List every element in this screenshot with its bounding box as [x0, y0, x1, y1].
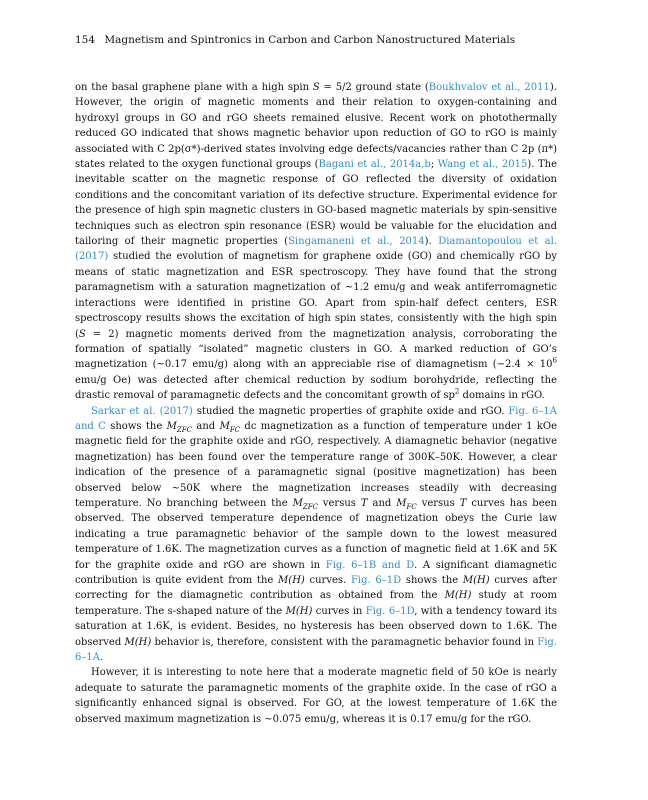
- superscript: 2: [454, 387, 460, 396]
- figure-link-6-1a-c[interactable]: Fig. 6–1A and C: [75, 405, 557, 432]
- math-symbol: M(H): [444, 590, 472, 602]
- math-symbol: M: [166, 420, 177, 432]
- citation-link-bagani[interactable]: Bagani et al., 2014a,b: [318, 159, 431, 171]
- text-run: studied the evolution of magnetism for graphene oxide (GO) and chemically rGO by means of static magnetization and ESR spectroscopy. They have found that the strong paramagnetism with a saturation magnetization of ~1.2 emu/g and weak antiferromagnetic interactions were identified in pristine GO. Apart from spin-half defect centers, ESR spectroscopy results shows the excitation of high spin states, consistently with the high spin (: [75, 251, 557, 340]
- spin-symbol: S: [78, 328, 86, 340]
- figure-link-6-1b-d[interactable]: Fig. 6–1B and D: [325, 559, 414, 571]
- math-subscript: ZFC: [302, 502, 318, 511]
- text-run: on the basal graphene plane with a high spin: [75, 82, 313, 93]
- paragraph-2: [75, 404, 557, 666]
- text-run: dc magnetization as a function of temperature under 1 kOe magnetic field for the graphite oxide and rGO, respectively. A diamagnetic behavior (negative magnetization) has been found over the temperature range of 300K–50K. However, a clear indication of the presence of a paramagnetic signal (positive magnetization) has been observed below ~50K where the magnetization increases steadily with decreasing temperature. No branching between the: [75, 420, 557, 509]
- text-run: curves in: [312, 605, 366, 617]
- main-text: [75, 80, 557, 727]
- citation-link-diamantopoulou[interactable]: Diamantopoulou et al. (2017): [75, 236, 558, 263]
- spin-symbol: S: [312, 82, 320, 93]
- exponent: 6: [552, 356, 557, 365]
- math-subscript: FC: [229, 425, 241, 434]
- text-run: domains in rGO.: [459, 390, 545, 402]
- text-run: behavior is, therefore, consistent with the paramagnetic behavior found in: [151, 636, 538, 648]
- math-symbol: M(H): [285, 605, 313, 617]
- text-run: . A significant diamagnetic contribution is quite evident from the: [75, 559, 557, 586]
- math-symbol: T: [360, 497, 368, 509]
- text-run: ). The inevitable scatter on the magnetic response of GO reflected the diversity of oxidation conditions and the concomitant variation of its defective structure. Experimental evidence for the presence of high spin magnetic clusters in GO-based magnetic materials by spin-sensitive techniques such as electron spin resonance (ESR) would be valuable for the elucidation and tailoring of their magnetic properties (: [75, 159, 557, 248]
- text-run: versus: [416, 497, 460, 509]
- text-run: = 5/2 ground state (: [319, 82, 429, 93]
- citation-link-singamaneni[interactable]: Singamaneni et al., 2014: [288, 236, 425, 248]
- text-run: curves has been observed. The observed temperature dependence of magnetization obeys the Curie law indicating a true paramagnetic behavior of the sample down to the lowest measured temperature of 1.6K. The magnetization curves as a function of magnetic field at 1.6K and 5K for the graphite oxide and rGO are shown in: [75, 497, 557, 571]
- figure-link-6-1d[interactable]: Fig. 6–1D: [350, 575, 402, 586]
- paragraph-1: [75, 80, 557, 404]
- citation-link-boukhvalov[interactable]: Boukhvalov et al., 2011: [428, 82, 550, 93]
- text-run: shows the: [401, 575, 463, 586]
- math-symbol: M: [219, 420, 230, 432]
- math-symbol: M: [292, 497, 303, 509]
- running-header: [75, 33, 575, 47]
- math-symbol: M(H): [124, 636, 152, 648]
- text-run: .: [99, 652, 104, 664]
- math-symbol: M(H): [462, 575, 490, 586]
- text-run: shows the: [105, 420, 167, 432]
- text-run: , with a tendency toward its saturation at 1.6K, is evident. Besides, no hysteresis has been observed down to 1.6K. The observed: [75, 605, 558, 648]
- text-run: study at room temperature. The s-shaped nature of the: [75, 590, 557, 617]
- math-subscript: FC: [406, 502, 417, 511]
- text-run: and: [367, 497, 397, 509]
- text-run: emu/g Oe) was detected after chemical reduction by sodium borohydride, reflecting the drastic removal of paramagnetic defects and the concomitant growth of sp: [75, 374, 557, 402]
- text-run: ). However, the origin of magnetic moments and their relation to oxygen-containing and hydroxyl groups in GO and rGO sheets remained elusive. Recent work on photothermally reduced GO indicated that shows magnetic behavior upon reduction of GO to rGO is mainly associated with C 2p(σ*)-derived states involving edge defects/vacancies rather than C 2p (π*) states related to the oxygen functional groups (: [75, 82, 557, 171]
- paragraph-3: However, it is interesting to note here that a moderate magnetic field of 50 kOe is nearly adequate to saturate the paramagnetic moments of the graphite oxide. In the case of rGO a significantly enhanced signal is observed. For GO, at the lowest temperature of 1.6K the observed maximum magnetization is ~0.075 emu/g, whereas it is 0.17 emu/g for the rGO.: [75, 667, 557, 725]
- book-title: Magnetism and Spintronics in Carbon and Carbon Nanostructured Materials: [104, 34, 516, 46]
- text-run: ;: [430, 159, 438, 171]
- text-run: = 2) magnetic moments derived from the magnetization analysis, corroborating the formation of spatially “isolated” magnetic clusters in GO. A marked reduction of GO’s magnetization (~0.17 emu/g) along with an appreciable rise of diamagnetism (−2.4 × 10: [75, 328, 557, 371]
- citation-link-sarkar[interactable]: Sarkar et al. (2017): [91, 405, 193, 417]
- figure-link-6-1d[interactable]: Fig. 6–1D: [365, 605, 415, 617]
- text-run: studied the magnetic properties of graphite oxide and rGO.: [192, 405, 509, 417]
- text-run: curves after correcting for the diamagnetic contribution as obtained from the: [75, 575, 557, 602]
- citation-link-wang[interactable]: Wang et al., 2015: [437, 159, 528, 171]
- figure-link-6-1a[interactable]: Fig. 6–1A: [75, 636, 557, 664]
- text-run: ).: [424, 236, 439, 248]
- math-symbol: M: [396, 497, 407, 509]
- math-symbol: M(H): [278, 575, 305, 586]
- math-subscript: ZFC: [176, 425, 192, 434]
- text-run: and: [191, 420, 220, 432]
- page-number: 154: [75, 34, 96, 46]
- math-symbol: T: [459, 497, 467, 509]
- text-run: curves.: [304, 575, 351, 586]
- text-run: versus: [317, 497, 361, 509]
